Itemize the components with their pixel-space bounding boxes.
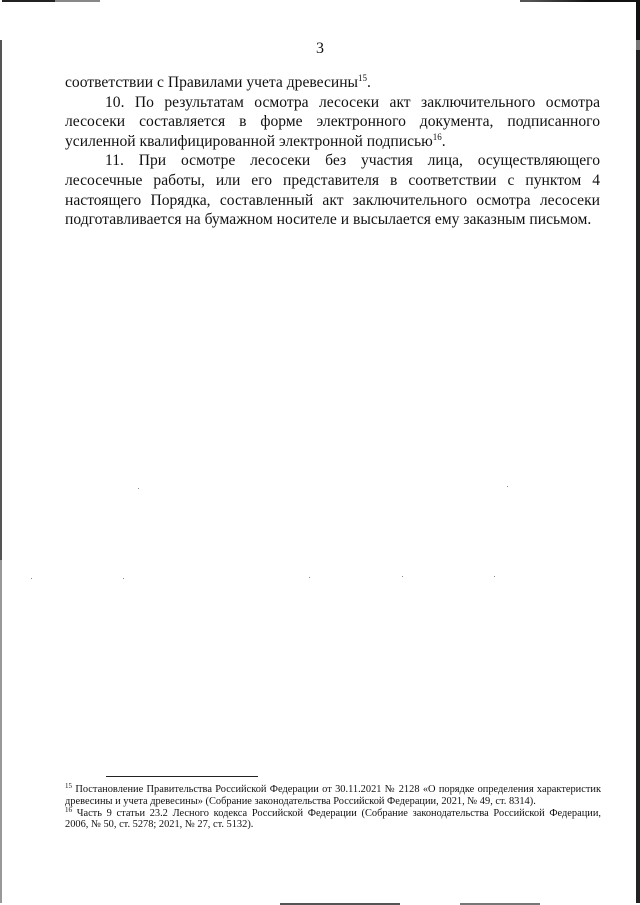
footnote-16: [65, 805, 601, 832]
scan-speck: [123, 578, 124, 579]
body-text: [65, 73, 600, 230]
scan-speck: [402, 576, 403, 577]
paragraph-11: [65, 151, 600, 229]
scan-speck: [31, 578, 32, 579]
scan-speck: [138, 488, 139, 489]
scan-speck: [309, 577, 310, 578]
paragraph-continuation: [65, 73, 600, 93]
scan-edge-right: [636, 0, 640, 905]
footnote-ref-15[interactable]: 15: [358, 73, 368, 83]
paragraph-text: 11. При осмотре лесосеки без участия лица, осуществляющего лесосечные работы, или его представителя в соответствии с пунктом 4 настоящего Порядка, составленный акт заключительного осмотра лесосеки подготавливается на бумажном носителе и высылается ему заказным письмом.: [65, 152, 600, 229]
scan-speck: [507, 486, 508, 487]
paragraph-text: 10. По результатам осмотра лесосеки акт заключительного осмотра лесосеки составляется в форме электронного документа, подписанного усиленной квалифицированной электронной подписью: [65, 93, 600, 150]
footnotes: [65, 784, 601, 831]
page-number: 3: [316, 40, 324, 57]
paragraph-text: соответствии с Правилами учета древесины: [65, 74, 359, 91]
footnote-number: 15: [65, 782, 72, 790]
paragraph-trailing: .: [441, 132, 446, 150]
footnote-text: Часть 9 статьи 23.2 Лесного кодекса Российской Федерации (Собрание законодательства Российской Федерации, 2006, № 50, ст. 5278; 2021, № 27, ст. 5132).: [65, 807, 601, 831]
footnote-separator: [106, 776, 258, 777]
footnote-text: Постановление Правительства Российской Федерации от 30.11.2021 № 2128 «О порядке определения характеристик древесины и учета древесины» (Собрание законодательства Российской Федерации, 2021, № 49, ст. 8314).: [65, 784, 601, 807]
footnote-15: [65, 784, 601, 808]
scan-speck: [494, 576, 495, 577]
footnote-ref-16[interactable]: 16: [432, 131, 442, 142]
scan-edge-top: [0, 0, 640, 2]
footnote-number: 16: [65, 805, 72, 814]
scan-edge-left: [0, 0, 2, 905]
paragraph-trailing: .: [367, 74, 371, 91]
paragraph-10: [65, 93, 600, 152]
